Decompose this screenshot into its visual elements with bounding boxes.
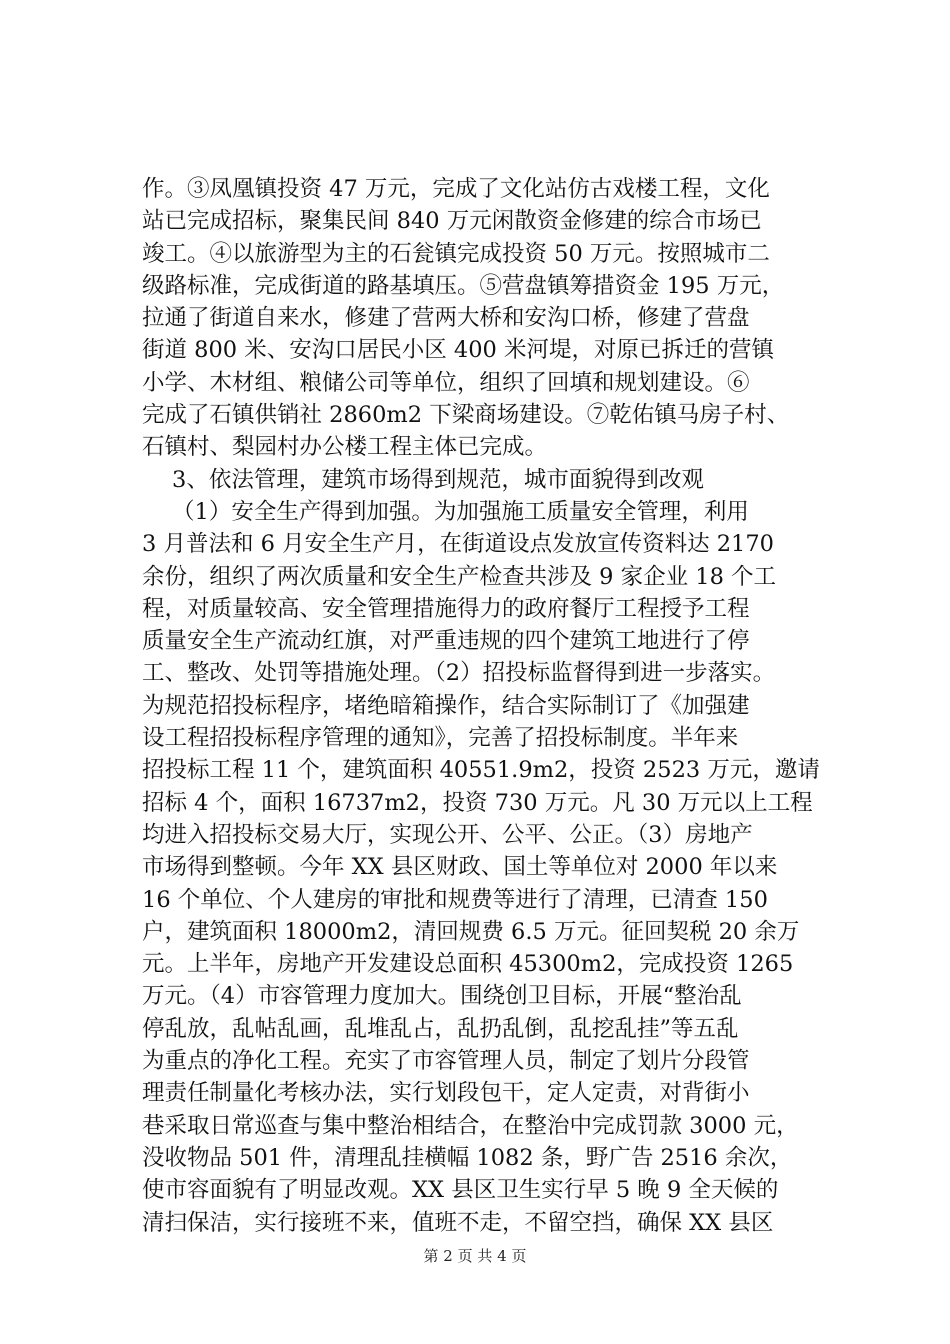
text-line: 招标 4 个，面积 16737m2，投资 730 万元。凡 30 万元以上工程 [142, 789, 813, 816]
text-line: 市场得到整顿。今年 XX 县区财政、国土等单位对 2000 年以来 [142, 854, 778, 881]
text-line: 作。③凤凰镇投资 47 万元，完成了文化站仿古戏楼工程，文化 [142, 176, 770, 202]
text-line: 16 个单位、个人建房的审批和规费等进行了清理，已清查 150 [142, 886, 768, 913]
text-line: 清扫保洁，实行接班不来，值班不走，不留空挡，确保 XX 县区 [142, 1209, 774, 1236]
text-line: 完成了石镇供销社 2860m2 下梁商场建设。⑦乾佑镇马房子村、 [142, 402, 790, 429]
text-line: 余份，组织了两次质量和安全生产检查共涉及 9 家企业 18 个工 [142, 563, 777, 590]
text-line: 小学、木材组、粮储公司等单位，组织了回填和规划建设。⑥ [142, 369, 750, 396]
text-line: 为重点的净化工程。充实了市容管理人员，制定了划片分段管 [142, 1048, 750, 1075]
text-line: 户，建筑面积 18000m2，清回规费 6.5 万元。征回契税 20 余万 [142, 918, 800, 945]
document-body [142, 173, 842, 1239]
text-line: 没收物品 501 件，清理乱挂横幅 1082 条，野广告 2516 余次， [142, 1144, 793, 1171]
text-line: 石镇村、梨园村办公楼工程主体已完成。 [142, 434, 548, 461]
page-number-footer: 第 2 页 共 4 页 [423, 1247, 527, 1265]
text-line: 竣工。④以旅游型为主的石瓮镇完成投资 50 万元。按照城市二 [142, 240, 770, 267]
text-line: 程，对质量较高、安全管理措施得力的政府餐厅工程授予工程 [142, 595, 750, 622]
text-line: 站已完成招标，聚集民间 840 万元闲散资金修建的综合市场已 [142, 208, 762, 235]
text-line: 质量安全生产流动红旗，对严重违规的四个建筑工地进行了停 [142, 628, 750, 655]
text-line: 万元。（4）市容管理力度加大。围绕创卫目标，开展“整治乱 [142, 983, 742, 1010]
paragraph-first-line: （1）安全生产得到加强。为加强施工质量安全管理，利用 [172, 498, 749, 525]
text-line: 巷采取日常巡查与集中整治相结合，在整治中完成罚款 3000 元， [142, 1112, 799, 1139]
text-line: 均进入招投标交易大厅，实现公开、公平、公正。（3）房地产 [142, 821, 753, 848]
text-line: 工、整改、处罚等措施处理。（2）招投标监督得到进一步落实。 [142, 660, 776, 687]
text-line: 为规范招投标程序，堵绝暗箱操作，结合实际制订了《加强建 [142, 692, 750, 719]
text-line: 元。上半年，房地产开发建设总面积 45300m2，完成投资 1265 [142, 951, 794, 978]
text-line: 拉通了街道自来水，修建了营两大桥和安沟口桥，修建了营盘 [142, 305, 750, 332]
text-line: 3 月普法和 6 月安全生产月，在街道设点发放宣传资料达 2170 [142, 531, 775, 558]
section-heading: 3、依法管理，建筑市场得到规范，城市面貌得到改观 [172, 466, 704, 493]
text-line: 理责任制量化考核办法，实行划段包干，定人定责，对背街小 [142, 1080, 750, 1107]
text-line: 级路标准，完成街道的路基填压。⑤营盘镇筹措资金 195 万元， [142, 272, 785, 299]
text-line: 招投标工程 11 个，建筑面积 40551.9m2，投资 2523 万元，邀请 [142, 757, 820, 784]
text-line: 街道 800 米、安沟口居民小区 400 米河堤，对原已拆迁的营镇 [142, 337, 775, 364]
text-line: 停乱放，乱帖乱画，乱堆乱占，乱扔乱倒，乱挖乱挂”等五乱 [142, 1015, 739, 1042]
text-line: 设工程招投标程序管理的通知》，完善了招投标制度。半年来 [142, 725, 739, 752]
text-line: 使市容面貌有了明显改观。XX 县区卫生实行早 5 晚 9 全天候的 [142, 1177, 779, 1204]
